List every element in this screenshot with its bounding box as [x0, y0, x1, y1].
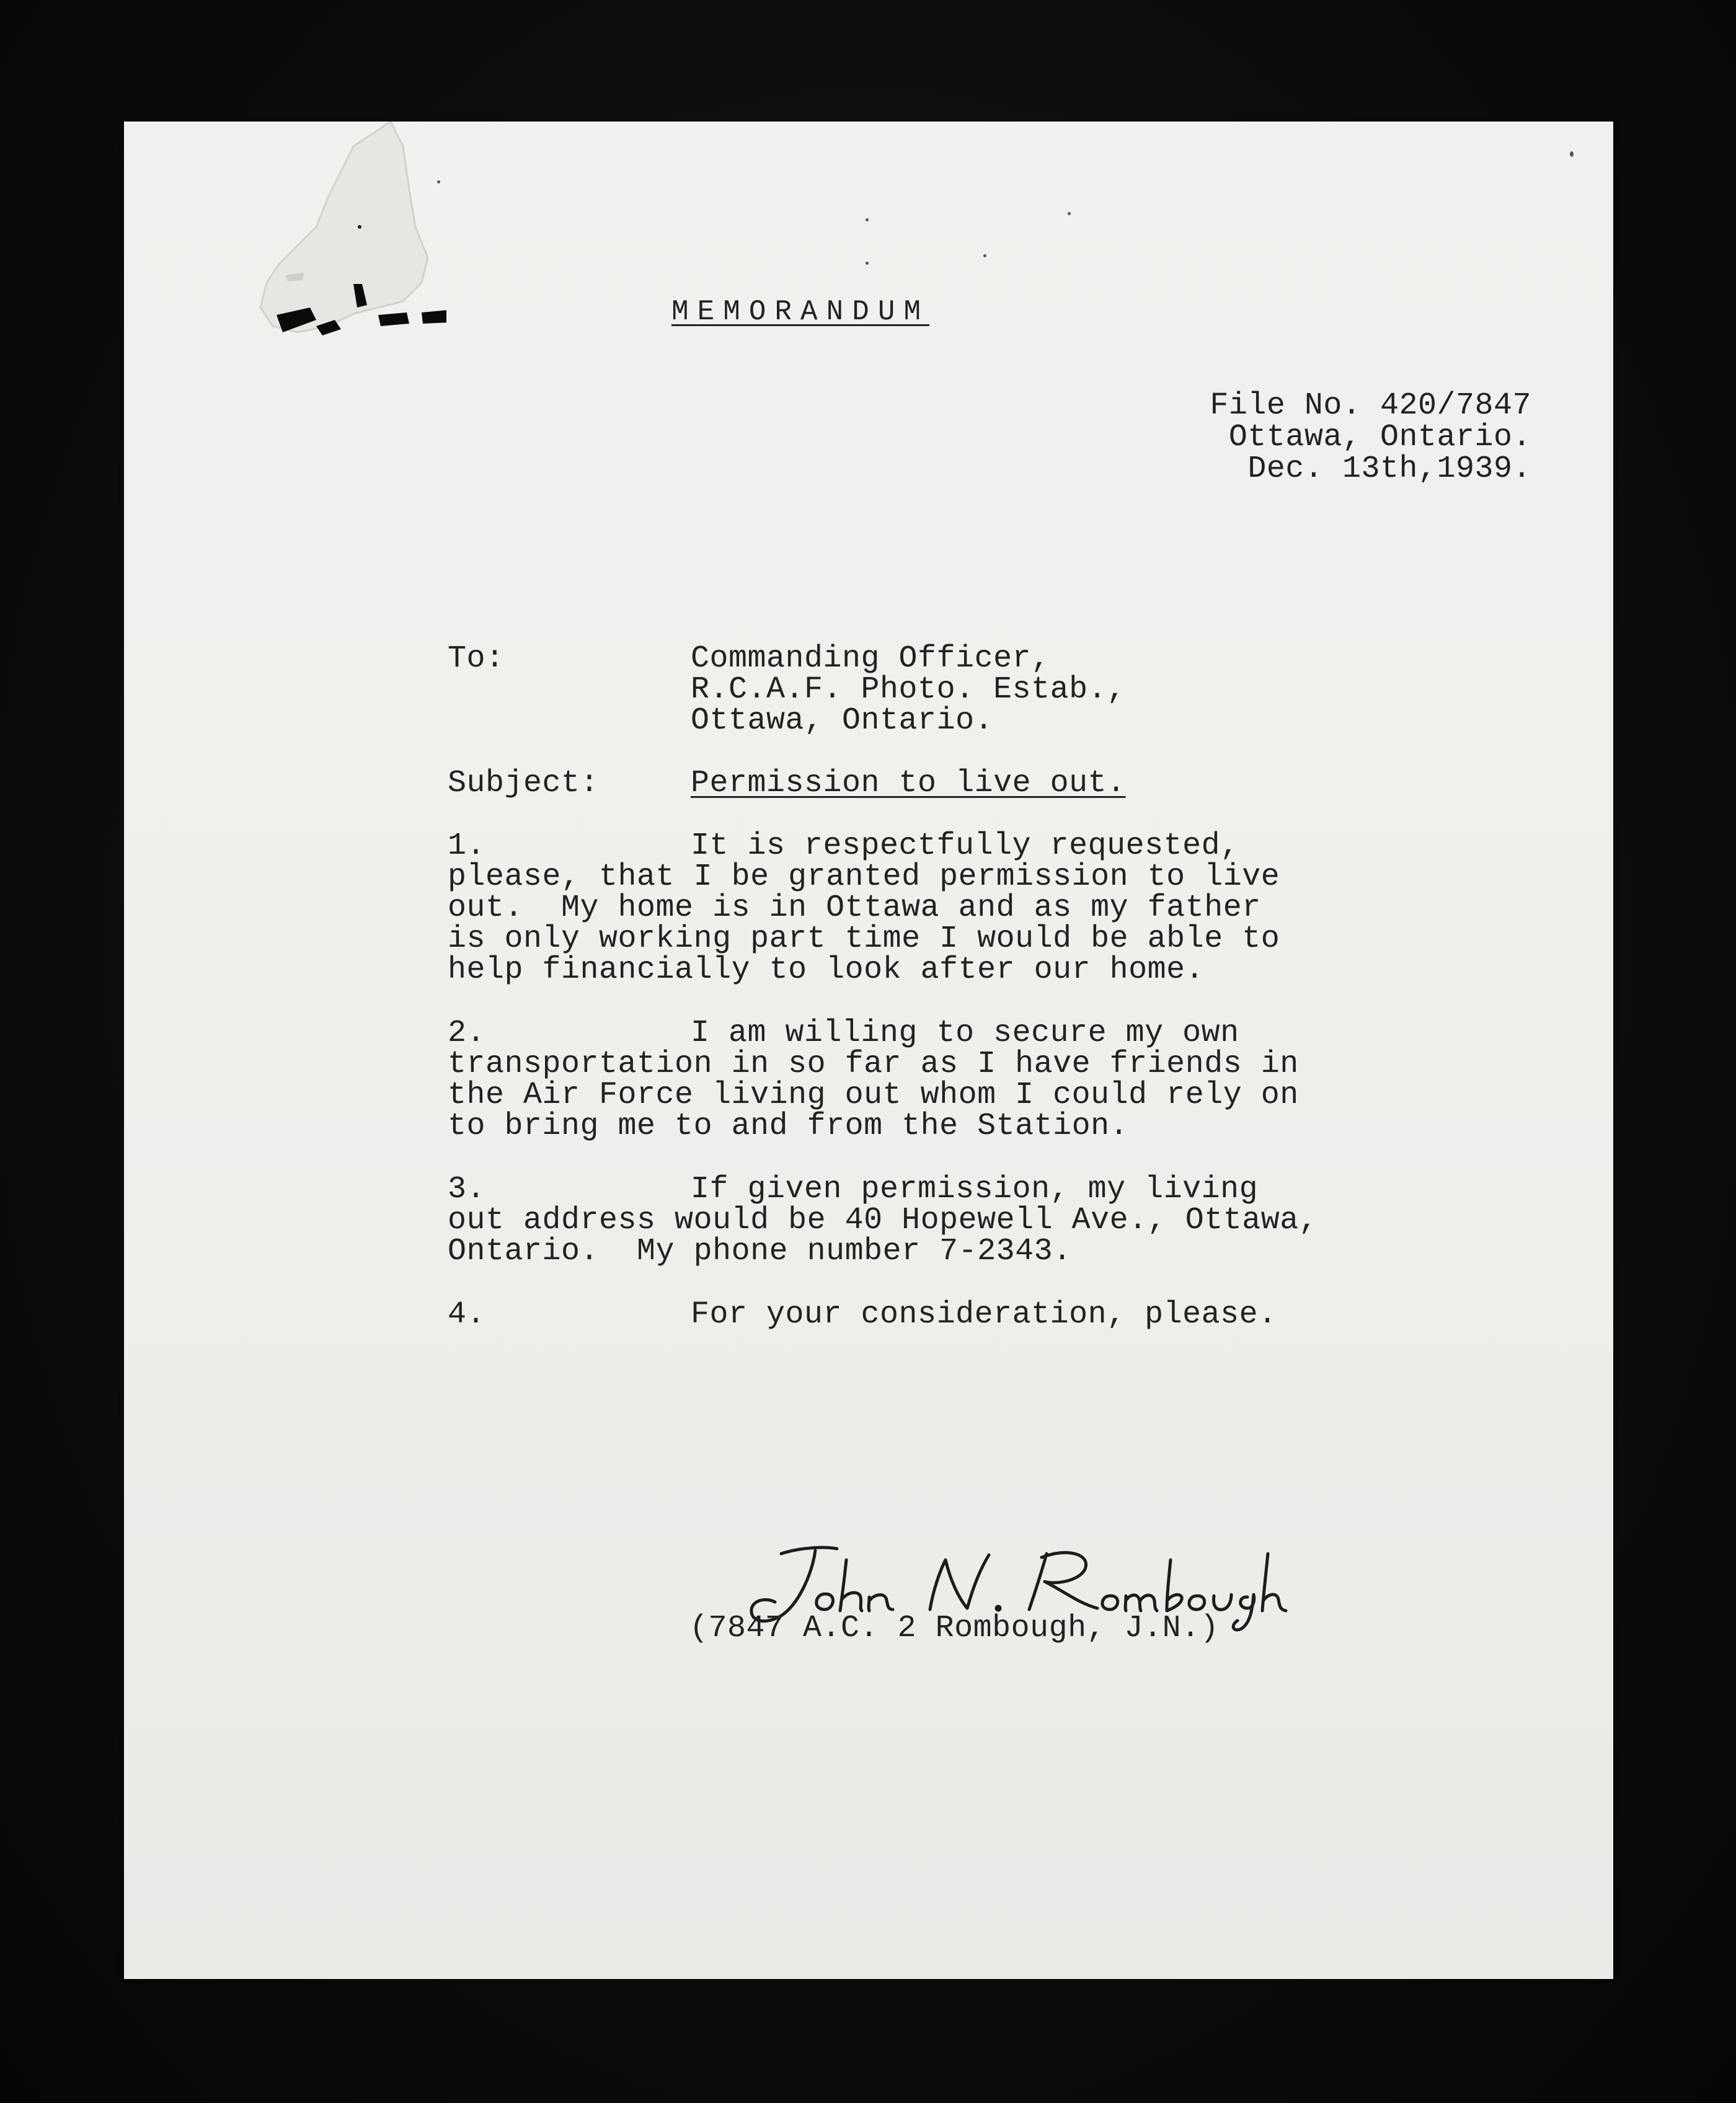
paragraph-line: help financially to look after our home. — [448, 952, 1205, 988]
paragraph-line: please, that I be granted permission to live — [448, 859, 1280, 895]
paragraph-first-line: If given permission, my living — [691, 1172, 1259, 1207]
paragraph-number: 2. — [448, 1016, 486, 1051]
speck — [983, 254, 986, 257]
paragraph-line: the Air Force living out whom I could rely on — [448, 1078, 1299, 1113]
memo-paper — [124, 122, 1613, 1979]
recipient-line: Ottawa, Ontario. — [691, 703, 994, 738]
to-label: To: — [448, 641, 505, 676]
paragraph-line: out. My home is in Ottawa and as my father — [448, 890, 1261, 926]
recipient-line: R.C.A.F. Photo. Estab., — [691, 672, 1126, 707]
paragraph-line: out address would be 40 Hopewell Ave., Ottawa, — [448, 1203, 1318, 1238]
paragraph-first-line: I am willing to secure my own — [691, 1016, 1239, 1051]
subject-text: Permission to live out. — [691, 766, 1126, 801]
speck — [437, 180, 440, 184]
paragraph-line: transportation in so far as I have friends in — [448, 1047, 1299, 1082]
paragraph-number: 3. — [448, 1172, 486, 1207]
torn-paper-holes — [223, 122, 446, 382]
file-location: Ottawa, Ontario. — [1228, 420, 1531, 455]
speck — [1068, 212, 1071, 215]
paragraph-line: to bring me to and from the Station. — [448, 1109, 1129, 1144]
paragraph-first-line: It is respectfully requested, — [691, 828, 1239, 864]
memo-date: Dec. 13th,1939. — [1247, 451, 1531, 487]
memo-title: MEMORANDUM — [671, 296, 930, 328]
typed-signature: (7847 A.C. 2 Rombough, J.N.) — [689, 1611, 1220, 1646]
paragraph-number: 1. — [448, 828, 486, 864]
paragraph-first-line: For your consideration, please. — [691, 1297, 1277, 1332]
speck — [866, 218, 869, 221]
paragraph-number: 4. — [448, 1297, 486, 1332]
subject-label: Subject: — [448, 766, 600, 801]
file-number: File No. 420/7847 — [1210, 388, 1531, 423]
speck — [866, 262, 869, 265]
paragraph-line: Ontario. My phone number 7-2343. — [448, 1234, 1072, 1269]
recipient-line: Commanding Officer, — [691, 641, 1050, 676]
paragraph-line: is only working part time I would be able to — [448, 921, 1280, 957]
speck — [1570, 151, 1574, 157]
